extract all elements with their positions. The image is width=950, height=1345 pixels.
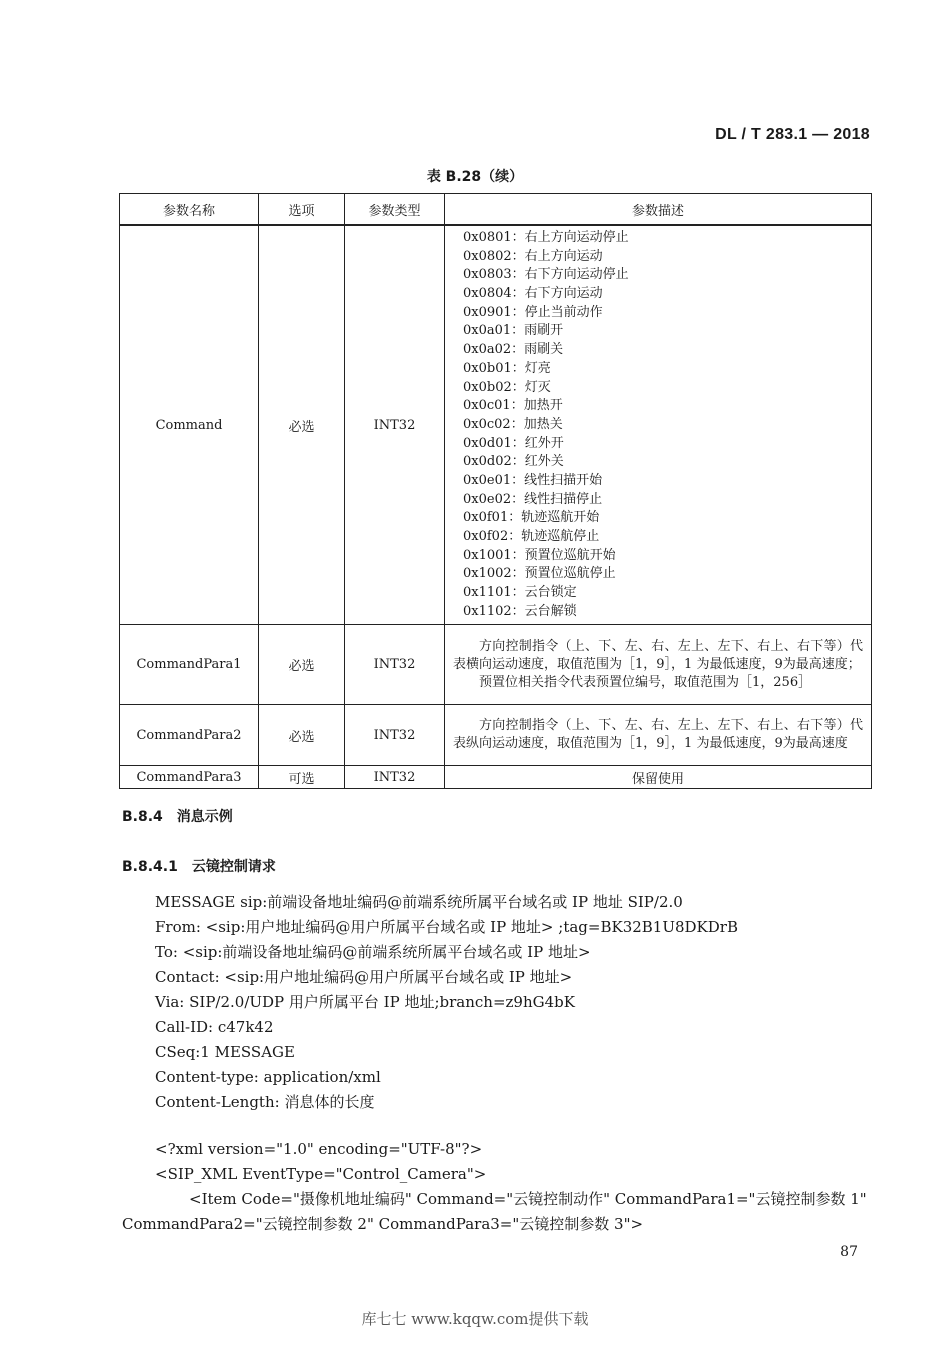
message-line: CSeq:1 MESSAGE: [155, 1043, 295, 1061]
command-code-item: 0x0801：右上方向运动停止: [463, 230, 629, 245]
param-option: 必选: [259, 625, 345, 705]
param-desc: 保留使用: [445, 766, 872, 789]
sip-message-block: [155, 890, 738, 1115]
param-type: INT32: [345, 225, 445, 625]
param-desc: [445, 225, 872, 625]
xml-line: CommandPara2="云镜控制参数 2" CommandPara3="云镜控制参数 3">: [122, 1215, 644, 1233]
message-line: Content-Length: 消息体的长度: [155, 1093, 375, 1111]
command-code-list: [451, 226, 865, 624]
desc-text: 预置位相关指令代表预置位编号，取值范围为［1，256］: [479, 674, 812, 690]
command-code-item: 0x0a02：雨刷关: [463, 342, 564, 358]
message-line: MESSAGE sip:前端设备地址编码@前端系统所属平台域名或 IP 地址 SIP/2.0: [155, 893, 683, 911]
column-header: 参数类型: [345, 194, 445, 226]
param-type: INT32: [345, 625, 445, 705]
command-code-item: 0x0803：右下方向运动停止: [463, 267, 629, 283]
section-number: B.8.4.1: [122, 859, 178, 875]
command-code-item: 0x0b01：灯亮: [463, 360, 551, 376]
subsection-heading: [122, 856, 276, 876]
param-name: CommandPara1: [120, 625, 259, 705]
section-title: 云镜控制请求: [191, 859, 276, 875]
message-line: Content-type: application/xml: [155, 1068, 381, 1086]
table-caption: 表 B.28（续）: [426, 169, 524, 185]
table-header-row: [120, 194, 872, 226]
command-code-item: 0x0802：右上方向运动: [463, 248, 603, 264]
command-code-item: 0x1101：云台锁定: [463, 585, 577, 601]
column-header: 参数名称: [120, 194, 259, 226]
column-header: 参数描述: [445, 194, 872, 226]
param-name: CommandPara2: [120, 705, 259, 766]
param-type: INT32: [345, 766, 445, 789]
command-code-item: 0x0e02：线性扫描停止: [463, 491, 603, 507]
param-option: 必选: [259, 225, 345, 625]
xml-line: <SIP_XML EventType="Control_Camera">: [155, 1165, 487, 1183]
section-number: B.8.4: [122, 809, 163, 825]
param-type: INT32: [345, 705, 445, 766]
command-code-item: 0x0f02：轨迹巡航停止: [463, 529, 600, 544]
standard-number: DL / T 283.1 — 2018: [715, 126, 870, 143]
command-code-item: 0x1001：预置位巡航开始: [463, 547, 616, 563]
command-code-item: 0x0901：停止当前动作: [463, 304, 603, 320]
param-option: 必选: [259, 705, 345, 766]
column-header: 选项: [259, 194, 345, 226]
table-row: [120, 705, 872, 766]
command-code-item: 0x0c02：加热关: [463, 416, 563, 432]
param-name: Command: [120, 225, 259, 625]
message-line: From: <sip:用户地址编码@用户所属平台域名或 IP 地址> ;tag=BK32B1U8DKDrB: [155, 918, 738, 936]
xml-header-block: [155, 1137, 486, 1187]
section-title: 消息示例: [176, 809, 233, 825]
xml-item-block: [122, 1187, 874, 1237]
param-desc: [445, 705, 872, 766]
page-number: 87: [840, 1244, 858, 1260]
table-row: [120, 766, 872, 789]
command-code-item: 0x0d01：红外开: [463, 435, 564, 451]
xml-line: <Item Code="摄像机地址编码" Command="云镜控制动作" CommandPara1="云镜控制参数 1": [189, 1190, 867, 1208]
command-code-item: 0x0f01：轨迹巡航开始: [463, 510, 600, 526]
command-code-item: 0x0a01：雨刷开: [463, 323, 564, 339]
command-code-item: 0x0d02：红外关: [463, 454, 564, 470]
command-code-item: 0x1102：云台解锁: [463, 603, 577, 619]
message-line: Via: SIP/2.0/UDP 用户所属平台 IP 地址;branch=z9hG4bK: [155, 993, 575, 1011]
command-code-item: 0x0804：右下方向运动: [463, 286, 603, 302]
command-code-item: 0x0e01：线性扫描开始: [463, 472, 603, 488]
command-code-item: 0x0b02：灯灭: [463, 379, 551, 395]
param-name: CommandPara3: [120, 766, 259, 789]
command-code-item: 0x1002：预置位巡航停止: [463, 566, 616, 582]
download-footer: 库七七 www.kqqw.com提供下载: [361, 1310, 589, 1328]
parameter-table: [119, 193, 872, 789]
section-heading: [122, 806, 233, 826]
param-option: 可选: [259, 766, 345, 789]
message-line: Call-ID: c47k42: [155, 1018, 274, 1036]
desc-text: 方向控制指令（上、下、左、右、左上、左下、右上、右下等）代表横向运动速度，取值范围为［1，9］，1 为最低速度，9为最高速度；: [453, 638, 863, 672]
xml-line: <?xml version="1.0" encoding="UTF-8"?>: [155, 1140, 483, 1158]
desc-text: 方向控制指令（上、下、左、右、左上、左下、右上、右下等）代表纵向运动速度，取值范围为［1，9］，1 为最低速度，9为最高速度: [453, 718, 863, 752]
command-code-item: 0x0c01：加热开: [463, 398, 563, 414]
message-line: To: <sip:前端设备地址编码@前端系统所属平台域名或 IP 地址>: [155, 943, 591, 961]
table-row: [120, 225, 872, 625]
param-desc: [445, 625, 872, 705]
message-line: Contact: <sip:用户地址编码@用户所属平台域名或 IP 地址>: [155, 968, 573, 986]
table-row: [120, 625, 872, 705]
